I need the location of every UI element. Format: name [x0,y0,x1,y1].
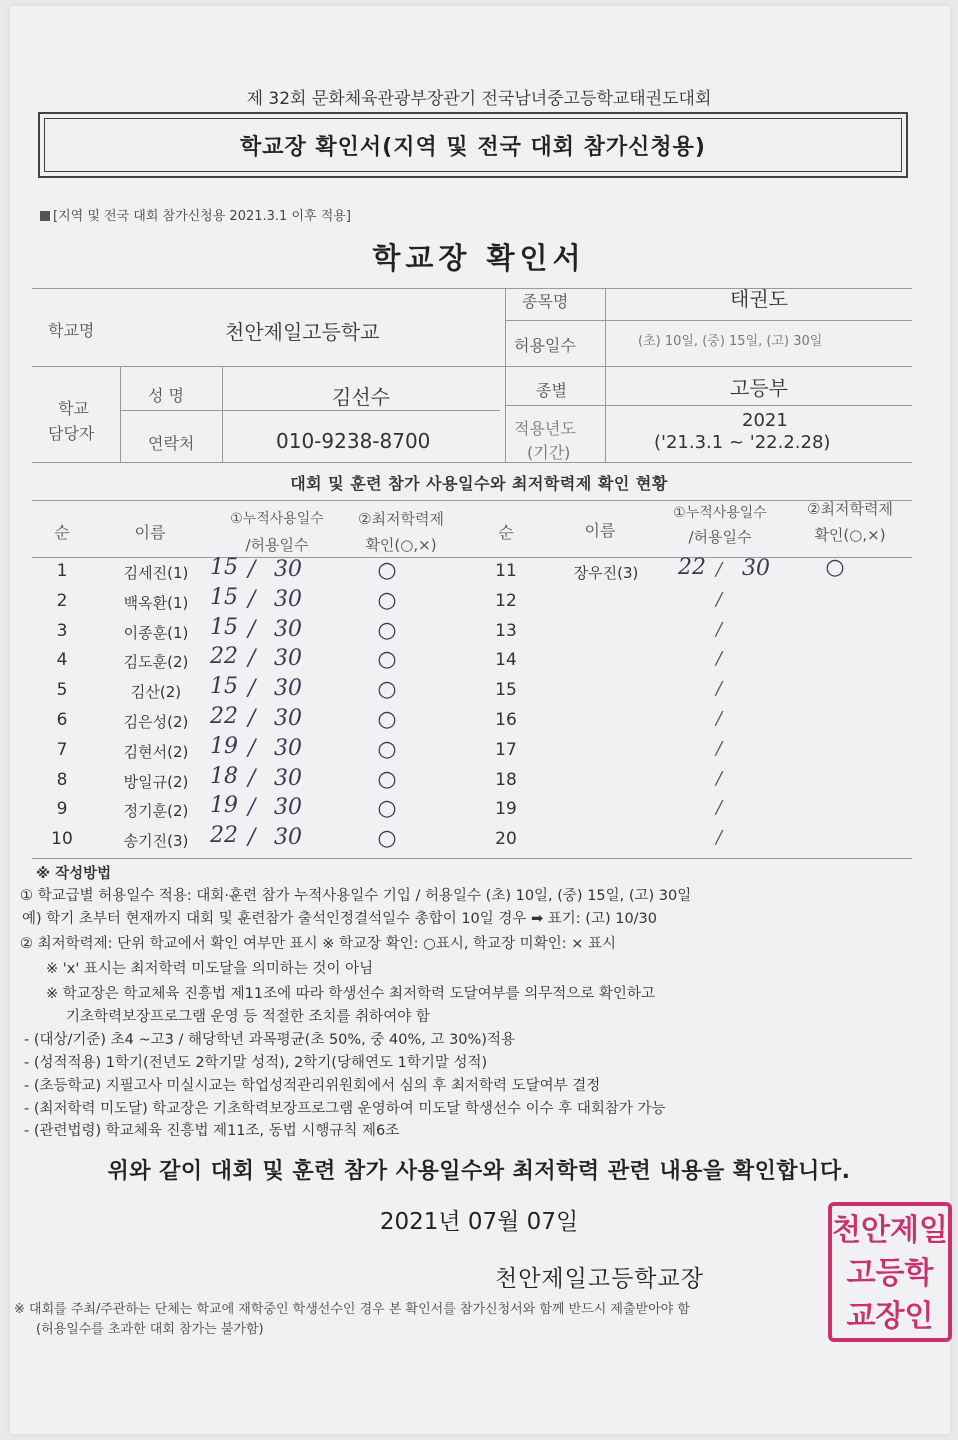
year-value: 2021 [742,410,788,431]
slash-separator: / [248,765,256,791]
student-name: 백옥환(1) [123,593,189,612]
row-number: 4 [56,650,68,671]
used-days-handwritten: 22 [678,555,706,580]
row-number: 20 [495,829,517,850]
student-name: 김은성(2) [123,713,189,731]
minimum-academic-check: ○ [825,555,845,580]
minimum-academic-check: ○ [377,617,397,643]
row-number: 3 [56,620,68,641]
used-days-handwritten: 19 [210,793,238,819]
header-no-left: 순 [54,523,70,542]
principal-seal-stamp: 천안제일 고등학 교장인 [828,1202,952,1342]
header-name-left: 이름 [134,523,166,542]
minimum-academic-check: ○ [377,796,397,822]
principal-name: 천안제일고등학교장 [495,1266,704,1292]
slash-separator: / [248,586,256,612]
division-value: 고등부 [730,376,788,400]
allowed-days-handwritten: 30 [274,557,302,582]
row-number: 11 [495,561,517,581]
allowed-days-handwritten: 30 [274,765,302,791]
note-line: - (초등학교) 지필고사 미실시교는 학업성적관리위원회에서 심의 후 최저학력 도달여부 결정 [24,1078,601,1094]
row-number: 15 [495,680,517,701]
header-check-left-1: ②최저학력제 [358,510,444,528]
minimum-academic-check: ○ [377,707,397,732]
school-label: 학교명 [48,321,95,340]
header-check-right-2: 확인(○,×) [814,526,886,544]
year-label-2: (기간) [527,443,571,462]
contact-label: 연락처 [148,434,195,453]
allowed-days-handwritten: 30 [274,795,302,821]
slash-separator: / [248,676,256,702]
sport-label: 종목명 [522,292,569,311]
slash-separator: / [248,795,256,821]
year-label-1: 적용년도 [514,419,576,438]
used-days-handwritten: 22 [210,823,238,849]
slash-separator: / [248,706,256,731]
period-value: ('21.3.1 ~ '22.2.28) [654,432,831,453]
student-name: 송기진(3) [123,832,189,851]
used-days-handwritten: 22 [210,644,238,670]
minimum-academic-check: ○ [377,736,397,762]
allowed-days-value: (초) 10일, (중) 15일, (고) 30일 [638,334,823,349]
note-line: - (대상/기준) 초4 ~고3 / 해당학년 과목평균(초 50%, 중 40%, 고 30%)적용 [24,1032,515,1048]
note-line: - (관련법령) 학교체육 진흥법 제11조, 동법 시행규칙 제6조 [24,1123,400,1139]
contact-value: 010-9238-8700 [276,429,431,453]
note-line: ※ 학교장은 학교체육 진흥법 제11조에 따라 학생선수 최저학력 도달여부를 의무적으로 확인하고 [46,986,655,1002]
name-value: 김선수 [332,385,390,409]
allowed-days-handwritten: 30 [274,646,302,672]
note-line: - (최저학력 미도달) 학교장은 기초학력보장프로그램 운영하여 미도달 학생선수 이수 후 대회참가 가능 [24,1101,666,1117]
student-name: 정기훈(2) [123,802,189,821]
allowed-days-handwritten: 30 [742,556,770,581]
header-name-right: 이름 [584,521,616,540]
footnote-line-1: ※ 대회를 주최/주관하는 단체는 학교에 재학중인 학생선수인 경우 본 확인서를 참가신청서와 함께 반드시 제출받아야 함 [14,1302,690,1317]
row-number: 19 [495,799,517,820]
allowed-days-handwritten: 30 [274,825,302,851]
slash-separator: / [716,708,723,729]
row-number: 10 [51,829,73,850]
form-note: [지역 및 전국 대회 참가신청용 2021.3.1 이후 적용] [40,205,351,224]
student-name: 김산(2) [130,683,182,702]
note-line: - (성적적용) 1학기(전년도 2학기말 성적), 2학기(당해연도 1학기말 성적) [24,1055,488,1071]
square-bullet-icon [40,211,50,221]
slash-separator: / [248,646,256,672]
allowed-days-handwritten: 30 [274,706,302,731]
header-days-left-1: ①누적사용일수 [230,511,324,527]
notes-heading: ※ 작성방법 [36,866,112,882]
footnote-line-2: (허용일수를 초과한 대회 참가는 불가함) [36,1322,264,1337]
note-line: 기초학력보장프로그램 운영 등 적절한 조치를 취하여야 함 [66,1009,430,1025]
slash-separator: / [716,827,723,849]
minimum-academic-check: ○ [377,587,397,613]
allowed-days-handwritten: 30 [274,676,302,702]
slash-separator: / [248,557,256,582]
used-days-handwritten: 15 [210,584,238,610]
note-line: 예) 학기 초부터 현재까지 대회 및 훈련참가 출석인정결석일수 총합이 10일 경우 ➡ 표기: (고) 10/30 [22,911,658,927]
slash-separator: / [248,616,256,642]
header-no-right: 순 [498,523,514,542]
row-number: 9 [56,799,68,820]
row-number: 1 [56,561,68,581]
slash-separator: / [716,797,723,819]
minimum-academic-check: ○ [377,647,397,673]
manager-label-2: 담당자 [48,424,95,443]
minimum-academic-check: ○ [377,677,397,703]
slash-separator: / [716,737,723,759]
minimum-academic-check: ○ [377,558,397,583]
header-days-right-2: /허용일수 [688,528,752,546]
main-title: 학교장 확인서(지역 및 전국 대회 참가신청용) [240,135,706,160]
division-label: 종별 [536,381,567,400]
section-title: 대회 및 훈련 참가 사용일수와 최저학력제 확인 현황 [290,474,668,493]
row-number: 2 [56,590,68,611]
allowed-days-label: 허용일수 [514,336,576,355]
header-days-right-1: ①누적사용일수 [673,505,767,521]
student-name: 김도훈(2) [123,653,189,672]
used-days-handwritten: 19 [210,733,238,759]
header-days-left-2: /허용일수 [245,536,309,554]
signing-date: 2021년 07월 07일 [379,1209,579,1235]
row-number: 6 [56,710,68,730]
slash-separator: / [248,825,256,851]
used-days-handwritten: 15 [210,614,238,640]
school-value: 천안제일고등학교 [225,320,380,344]
note-line: ※ 'x' 표시는 최저학력 미도달을 의미하는 것이 아님 [46,961,374,977]
slash-separator: / [716,559,723,580]
slash-separator: / [716,618,723,640]
sport-value: 태권도 [730,287,788,311]
slash-separator: / [716,648,723,670]
student-name: 방일규(2) [123,772,189,791]
row-number: 5 [56,680,68,701]
header-check-left-2: 확인(○,×) [365,536,437,554]
name-label: 성 명 [148,386,184,405]
slash-separator: / [716,678,723,700]
slash-separator: / [716,767,723,789]
slash-separator: / [248,735,256,761]
allowed-days-handwritten: 30 [274,616,302,642]
row-number: 18 [495,769,517,790]
confirm-title: 학교장 확인서 [372,241,586,275]
slash-separator: / [716,588,723,610]
row-number: 8 [56,769,68,790]
row-number: 7 [56,739,68,760]
note-line: ① 학교급별 허용일수 적용: 대회·훈련 참가 누적사용일수 기입 / 허용일수 (초) 10일, (중) 15일, (고) 30일 [20,888,692,904]
allowed-days-handwritten: 30 [274,735,302,761]
student-name: 장우진(3) [573,564,639,582]
minimum-academic-check: ○ [377,826,397,852]
header-check-right-1: ②최저학력제 [807,500,893,518]
used-days-handwritten: 15 [210,555,238,580]
row-number: 17 [495,739,517,760]
row-number: 16 [495,710,517,730]
student-name: 김현서(2) [123,742,189,761]
minimum-academic-check: ○ [377,766,397,792]
student-name: 이종훈(1) [123,623,189,642]
row-number: 14 [495,650,517,671]
used-days-handwritten: 18 [210,763,238,789]
event-title: 제 32회 문화체육관광부장관기 전국남녀중고등학교태권도대회 [246,89,712,109]
declaration: 위와 같이 대회 및 훈련 참가 사용일수와 최저학력 관련 내용을 확인합니다. [107,1159,851,1184]
used-days-handwritten: 22 [210,704,238,729]
row-number: 12 [495,590,517,611]
note-line: ② 최저학력제: 단위 학교에서 확인 여부만 표시 ※ 학교장 확인: ○표시, 학교장 미확인: × 표시 [20,936,616,952]
student-name: 김세진(1) [123,564,189,582]
row-number: 13 [495,620,517,641]
allowed-days-handwritten: 30 [274,586,302,612]
used-days-handwritten: 15 [210,674,238,700]
manager-label-1: 학교 [58,399,89,418]
